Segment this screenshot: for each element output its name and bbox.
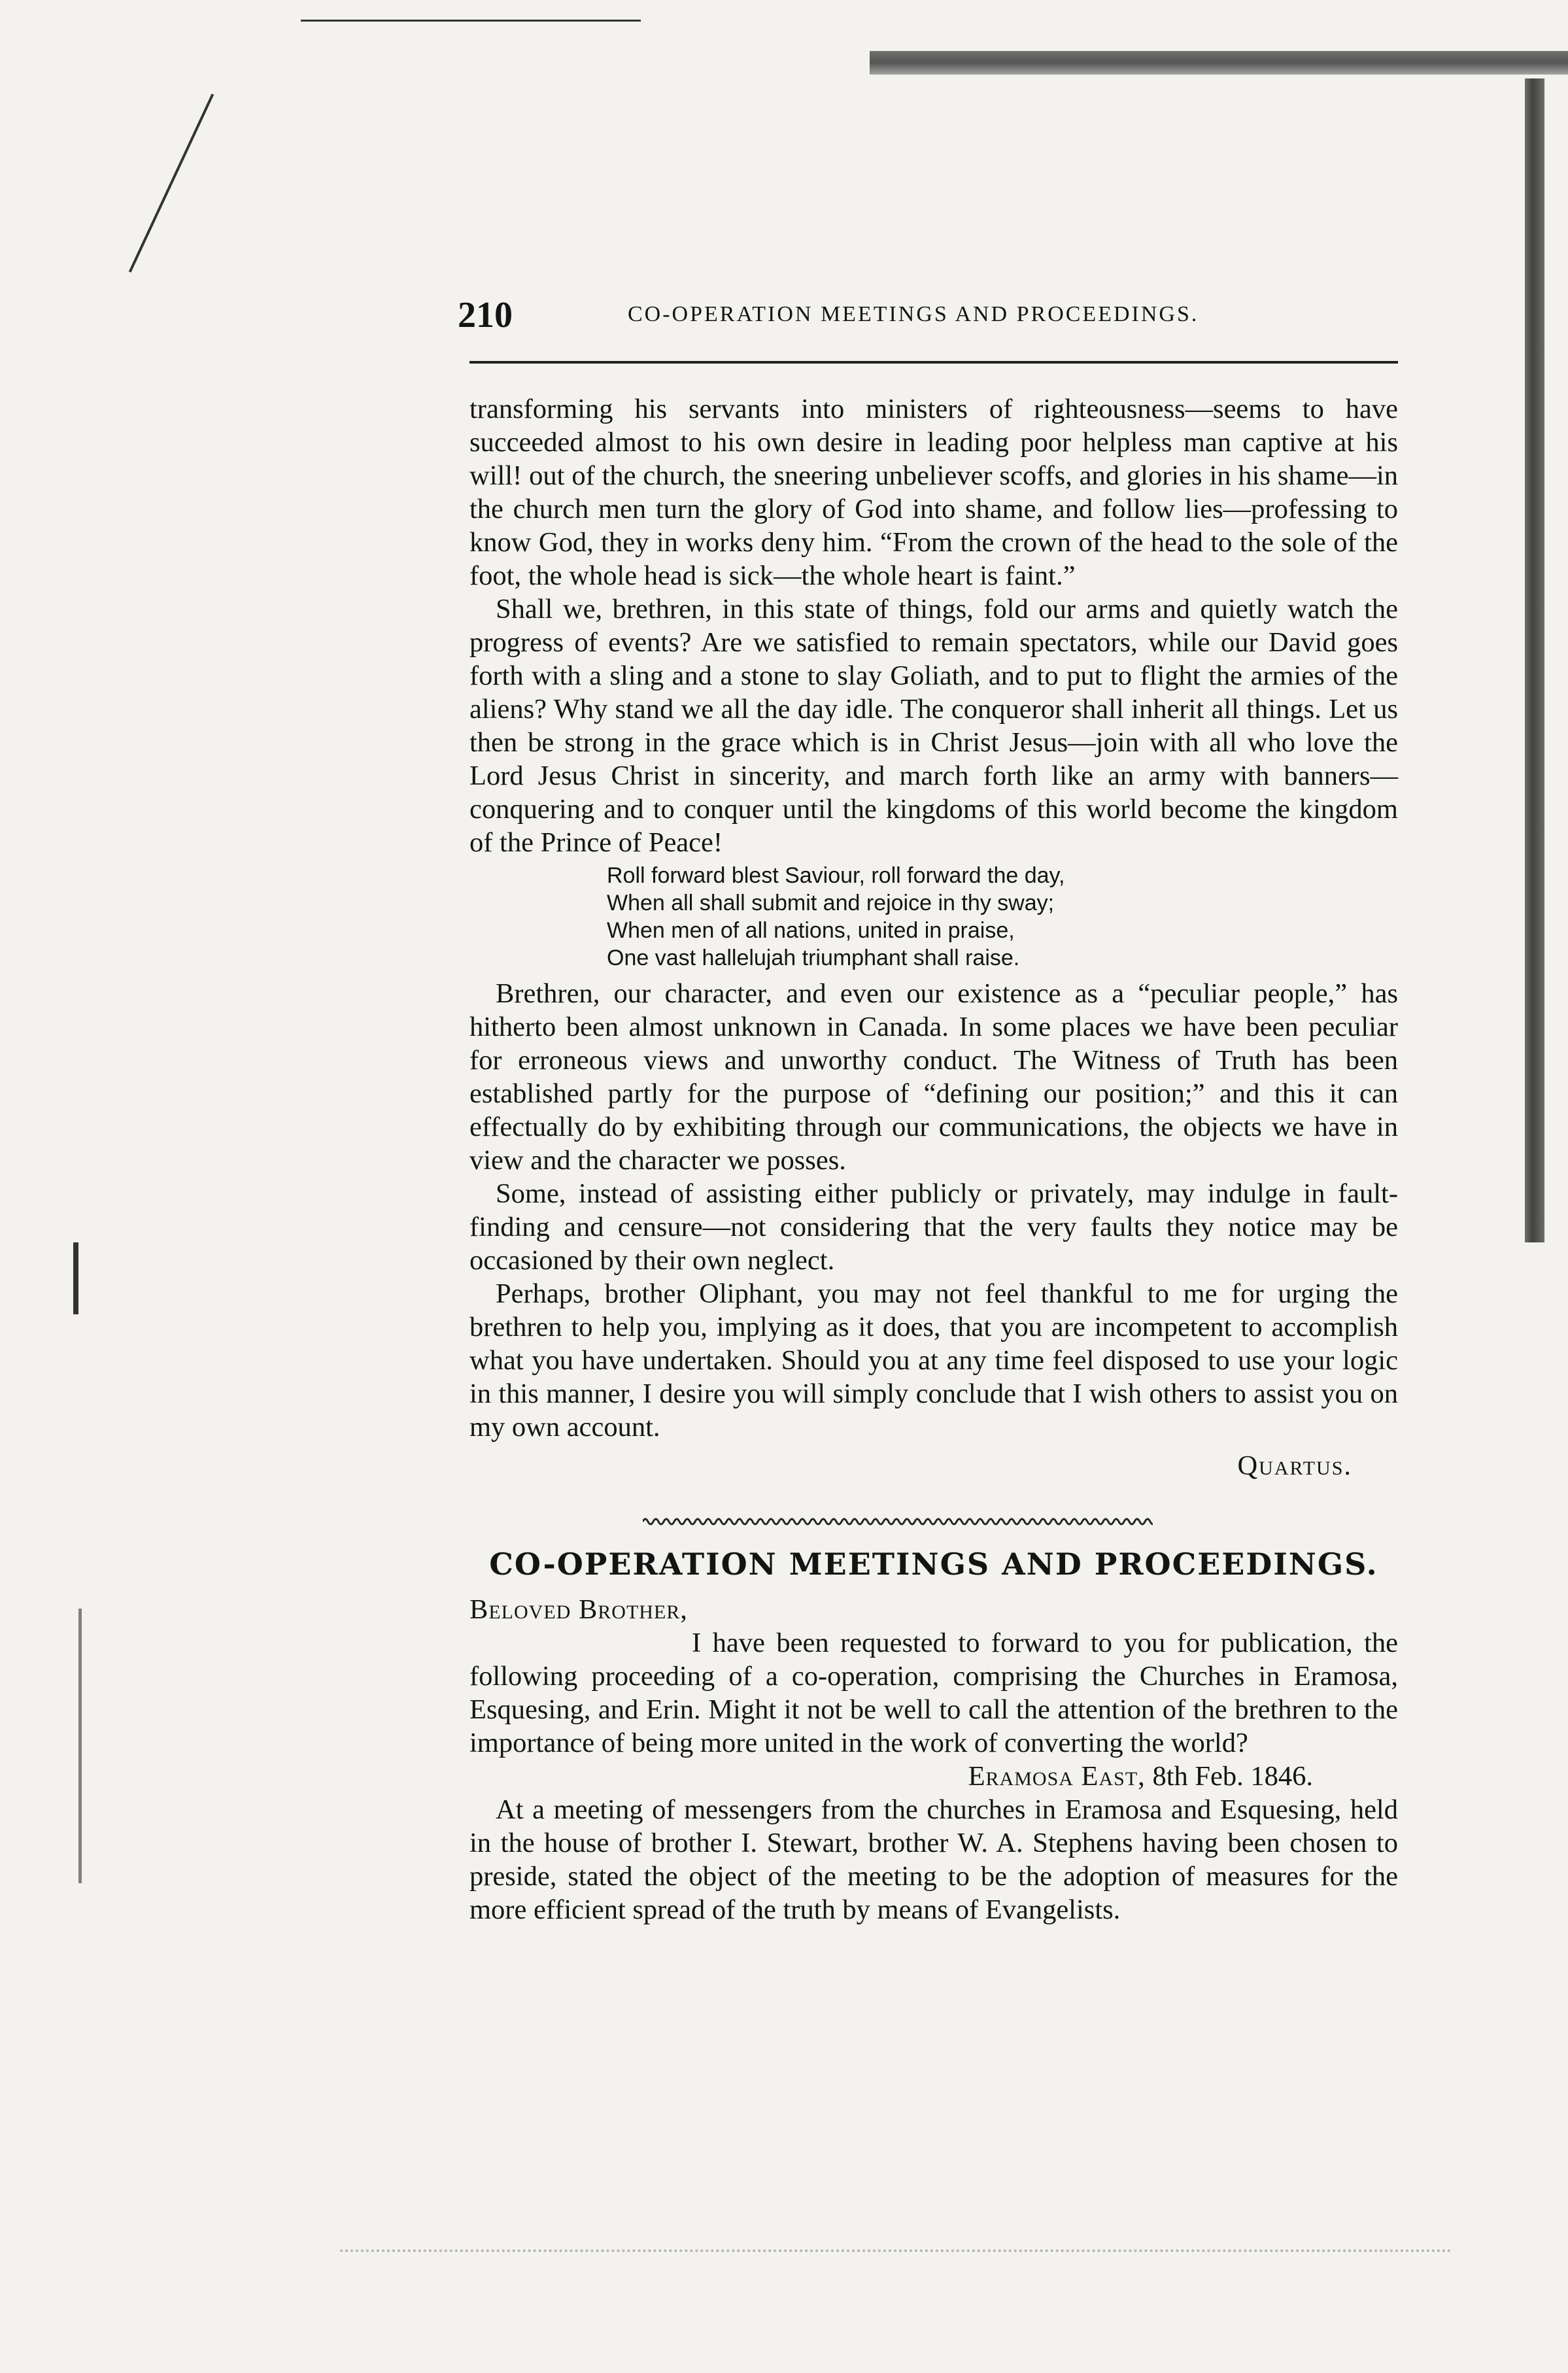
scan-artifact-page-edge (1525, 78, 1544, 1242)
poem-line: When all shall submit and rejoice in thy sway; (607, 891, 1055, 915)
poem-line: Roll forward blest Saviour, roll forward the day, (607, 863, 1065, 888)
poem (607, 862, 1398, 972)
wavy-rule-divider (643, 1515, 1153, 1528)
scan-artifact-top-bar (870, 51, 1568, 75)
scan-artifact-footer (340, 2249, 1452, 2255)
salutation: Beloved Brother, (469, 1594, 688, 1625)
dateline-date: 8th Feb. 1846. (1152, 1761, 1313, 1792)
paragraph: Brethren, our character, and even our existence as a “peculiar people,” has hitherto been almost unknown in Canada. In some places we have been peculiar for erroneous views and unworthy conduct. The Witness of Truth has been established partly for the purpose of “defining our position;” and this it can effectually do by exhibiting through our communications, the objects we have in view and the character we posses. (469, 978, 1398, 1176)
dateline-place: Eramosa East, (968, 1761, 1146, 1792)
dateline (469, 1760, 1398, 1793)
scan-artifact-top-line (301, 20, 641, 22)
paragraph: transforming his servants into ministers of righteousness—seems to have succeeded almost to his own desire in leading poor helpless man captive at his will! out of the church, the sneering unbeliever scoffs, and glories in his shame—in the church men turn the glory of God into shame, and follow lies—professing to know God, they in works deny him. “From the crown of the head to the sole of the foot, the whole head is sick—the whole heart is faint.” (469, 394, 1398, 591)
scan-artifact-left-mark (73, 1242, 78, 1314)
article-body (469, 392, 1398, 1926)
page-number: 210 (458, 295, 513, 335)
header-rule (469, 361, 1398, 364)
section-title: CO-OPERATION MEETINGS AND PROCEEDINGS. (489, 1546, 1378, 1582)
paragraph: Some, instead of assisting either publicly or privately, may indulge in fault-finding and censure—not considering that the very faults they notice may be occasioned by their own neglect. (469, 1178, 1398, 1276)
letter-paragraph: I have been requested to forward to you for publication, the following proceeding of a co-operation, comprising the Churches in Eramosa, Esquesing, and Erin. Might it not be well to call the attention of the brethren to the importance of being more united in the work of converting the world? (469, 1628, 1398, 1758)
paragraph: Perhaps, brother Oliphant, you may not feel thankful to me for urging the brethren to help you, implying as it does, that you are incompetent to accomplish what you have undertaken. Should you at any time feel disposed to use your logic in this manner, I desire you will simply conclude that I wish others to assist you on my own account. (469, 1278, 1398, 1443)
page-header (458, 294, 1393, 333)
scan-artifact-left-mark (78, 1609, 82, 1883)
scan-artifact-left-mark (129, 94, 214, 273)
meeting-paragraph: At a meeting of messengers from the churches in Eramosa and Esquesing, held in the house of brother I. Stewart, brother W. A. Stephens having been chosen to preside, stated the object of the meeting to be the adoption of measures for the more efficient spread of the truth by means of Evangelists. (469, 1794, 1398, 1925)
signature: Quartus. (1237, 1450, 1352, 1481)
running-head: CO-OPERATION MEETINGS AND PROCEEDINGS. (628, 302, 1199, 326)
paragraph: Shall we, brethren, in this state of things, fold our arms and quietly watch the progress of events? Are we satisfied to remain spectators, while our David goes forth with a sling and a stone to slay Goliath, and to put to flight the armies of the aliens? Why stand we all the day idle. The conqueror shall inherit all things. Let us then be strong in the grace which is in Christ Jesus—join with all who love the Lord Jesus Christ in sincerity, and march forth like an army with banners—conquering and to conquer until the kingdoms of this world become the kingdom of the Prince of Peace! (469, 594, 1398, 858)
poem-line: One vast hallelujah triumphant shall raise. (607, 946, 1020, 970)
poem-line: When men of all nations, united in praise, (607, 918, 1015, 943)
